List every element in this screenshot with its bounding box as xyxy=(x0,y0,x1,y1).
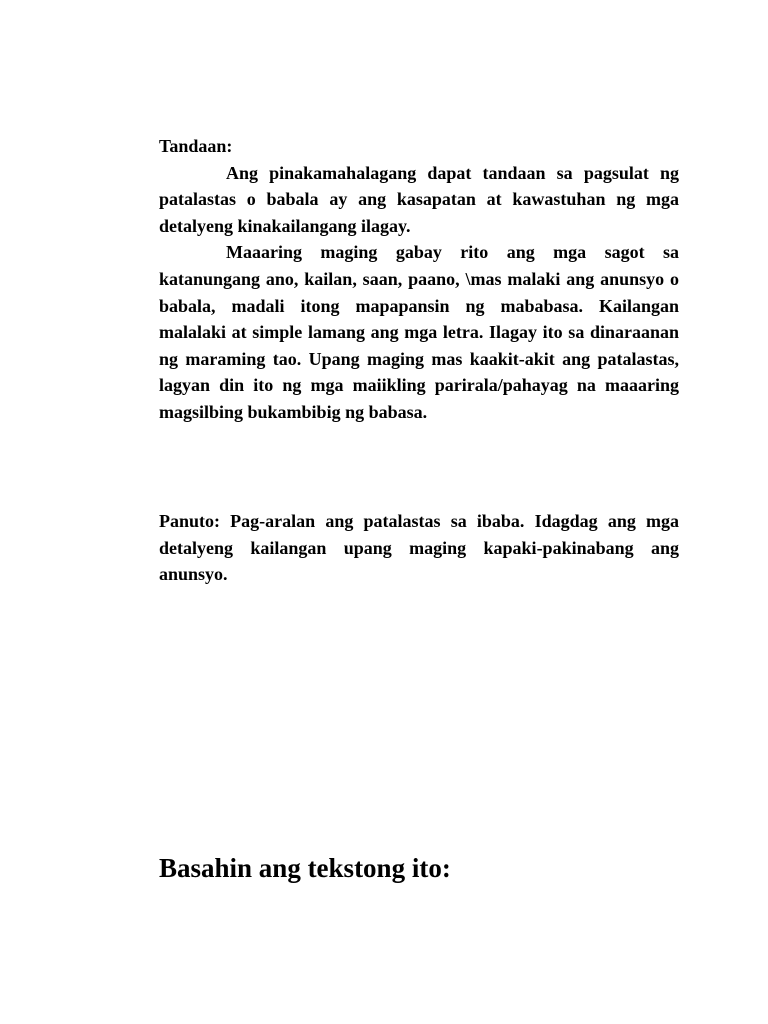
panuto-section xyxy=(159,508,679,588)
tandaan-label: Tandaan: xyxy=(159,136,233,156)
panuto-instruction: Panuto: Pag-aralan ang patalastas sa ibaba. Idagdag ang mga detalyeng kailangan upang maging kapaki-pakinabang ang anunsyo. xyxy=(159,511,679,585)
tandaan-section xyxy=(159,133,679,426)
paragraph-2: Maaaring maging gabay rito ang mga sagot sa katanungang ano, kailan, saan, paano, \mas malaki ang anunsyo o babala, madali itong mapapansin ng mababasa. Kailangan malalaki at simple lamang ang mga letra. Ilagay ito sa dinaraanan ng maraming tao. Upang maging mas kaakit-akit ang patalastas, lagyan din ito ng mga maiikling parirala/pahayag na maaaring magsilbing bukambibig ng babasa. xyxy=(159,242,679,422)
section-heading: Basahin ang tekstong ito: xyxy=(159,853,451,883)
paragraph-1: Ang pinakamahalagang dapat tandaan sa pagsulat ng patalastas o babala ay ang kasapatan at kawastuhan ng mga detalyeng kinakailangang ilagay. xyxy=(159,162,679,236)
